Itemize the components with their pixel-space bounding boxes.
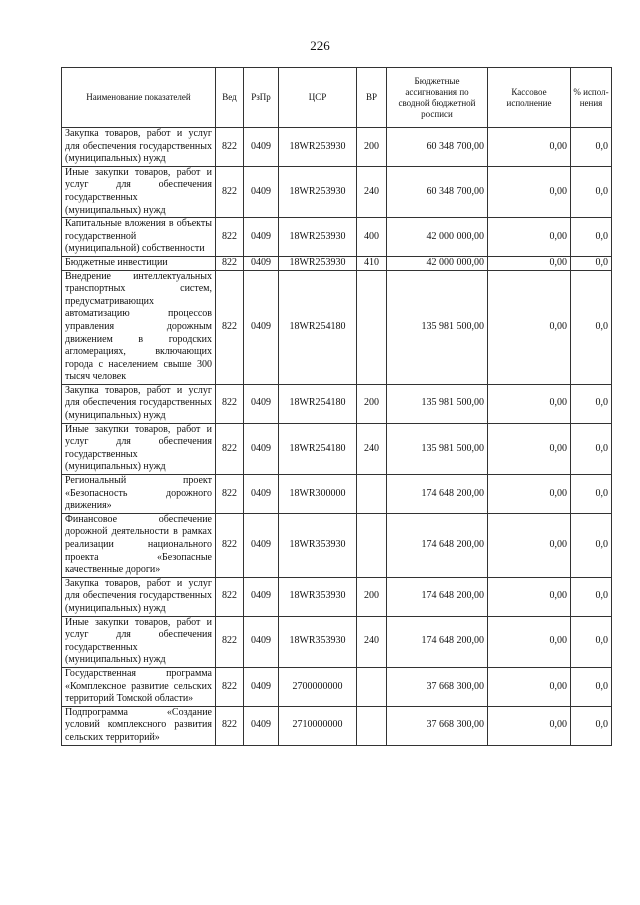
- table-row: [62, 423, 612, 474]
- cell-name: Внедрение интеллектуальных транспортных систем, предусматривающих автоматизацию процессов управления дорожным движением в городских агломерациях, включающих города с населением свыше 300 тысяч человек: [62, 270, 216, 384]
- table-row: [62, 166, 612, 217]
- cell-csr: 18WR253930: [279, 128, 357, 167]
- cell-name: Закупка товаров, работ и услуг для обеспечения государственных (муниципальных) нужд: [62, 384, 216, 423]
- header-budget: Бюджетные ассигнования по сводной бюджетной росписи: [387, 68, 488, 128]
- header-vr: ВР: [357, 68, 387, 128]
- cell-rzpr: 0409: [244, 513, 279, 577]
- cell-percent: 0,0: [571, 218, 612, 257]
- cell-cash: 0,00: [488, 166, 571, 217]
- cell-cash: 0,00: [488, 423, 571, 474]
- cell-rzpr: 0409: [244, 667, 279, 706]
- cell-vr: [357, 513, 387, 577]
- cell-vr: [357, 706, 387, 745]
- cell-rzpr: 0409: [244, 423, 279, 474]
- cell-ved: 822: [216, 706, 244, 745]
- cell-percent: 0,0: [571, 270, 612, 384]
- cell-cash: 0,00: [488, 513, 571, 577]
- table-row: [62, 128, 612, 167]
- cell-budget: 135 981 500,00: [387, 423, 488, 474]
- cell-ved: 822: [216, 166, 244, 217]
- cell-percent: 0,0: [571, 475, 612, 514]
- cell-ved: 822: [216, 423, 244, 474]
- cell-ved: 822: [216, 475, 244, 514]
- table-row: [62, 513, 612, 577]
- table-body: [62, 128, 612, 746]
- cell-cash: 0,00: [488, 384, 571, 423]
- budget-table: [61, 67, 612, 746]
- cell-vr: 200: [357, 577, 387, 616]
- cell-csr: 18WR353930: [279, 513, 357, 577]
- cell-vr: [357, 667, 387, 706]
- cell-budget: 135 981 500,00: [387, 270, 488, 384]
- cell-budget: 174 648 200,00: [387, 577, 488, 616]
- cell-vr: 200: [357, 128, 387, 167]
- cell-rzpr: 0409: [244, 384, 279, 423]
- cell-cash: 0,00: [488, 475, 571, 514]
- cell-vr: 240: [357, 423, 387, 474]
- cell-percent: 0,0: [571, 166, 612, 217]
- cell-cash: 0,00: [488, 256, 571, 270]
- cell-budget: 60 348 700,00: [387, 166, 488, 217]
- cell-vr: 240: [357, 616, 387, 667]
- cell-percent: 0,0: [571, 706, 612, 745]
- cell-csr: 2700000000: [279, 667, 357, 706]
- cell-ved: 822: [216, 616, 244, 667]
- cell-vr: 410: [357, 256, 387, 270]
- cell-vr: 400: [357, 218, 387, 257]
- cell-budget: 42 000 000,00: [387, 256, 488, 270]
- cell-ved: 822: [216, 128, 244, 167]
- cell-percent: 0,0: [571, 423, 612, 474]
- table-row: [62, 616, 612, 667]
- cell-name: Капитальные вложения в объекты государственной (муниципальной) собственности: [62, 218, 216, 257]
- cell-cash: 0,00: [488, 667, 571, 706]
- cell-budget: 37 668 300,00: [387, 667, 488, 706]
- table-row: [62, 706, 612, 745]
- cell-ved: 822: [216, 513, 244, 577]
- table-header-row: [62, 68, 612, 128]
- header-name: Наименование показателей: [62, 68, 216, 128]
- cell-name: Иные закупки товаров, работ и услуг для обеспечения государственных (муниципальных) нужд: [62, 423, 216, 474]
- cell-vr: [357, 475, 387, 514]
- cell-rzpr: 0409: [244, 270, 279, 384]
- cell-cash: 0,00: [488, 577, 571, 616]
- table-row: [62, 577, 612, 616]
- cell-csr: 18WR254180: [279, 423, 357, 474]
- cell-rzpr: 0409: [244, 706, 279, 745]
- header-ved: Вед: [216, 68, 244, 128]
- cell-vr: 200: [357, 384, 387, 423]
- cell-rzpr: 0409: [244, 256, 279, 270]
- cell-csr: 18WR253930: [279, 166, 357, 217]
- cell-budget: 37 668 300,00: [387, 706, 488, 745]
- cell-ved: 822: [216, 218, 244, 257]
- cell-budget: 174 648 200,00: [387, 475, 488, 514]
- cell-rzpr: 0409: [244, 166, 279, 217]
- cell-name: Иные закупки товаров, работ и услуг для обеспечения государственных (муниципальных) нужд: [62, 166, 216, 217]
- cell-name: Подпрограмма «Создание условий комплексного развития сельских территорий»: [62, 706, 216, 745]
- cell-percent: 0,0: [571, 128, 612, 167]
- cell-csr: 18WR253930: [279, 218, 357, 257]
- cell-csr: 2710000000: [279, 706, 357, 745]
- cell-name: Закупка товаров, работ и услуг для обеспечения государственных (муниципальных) нужд: [62, 577, 216, 616]
- table-row: [62, 475, 612, 514]
- table-row: [62, 256, 612, 270]
- table-row: [62, 270, 612, 384]
- cell-ved: 822: [216, 667, 244, 706]
- cell-name: Финансовое обеспечение дорожной деятельности в рамках реализации национального проекта «Безопасные качественные дороги»: [62, 513, 216, 577]
- cell-budget: 174 648 200,00: [387, 616, 488, 667]
- cell-ved: 822: [216, 256, 244, 270]
- cell-cash: 0,00: [488, 218, 571, 257]
- cell-ved: 822: [216, 384, 244, 423]
- cell-percent: 0,0: [571, 256, 612, 270]
- cell-budget: 174 648 200,00: [387, 513, 488, 577]
- cell-name: Иные закупки товаров, работ и услуг для обеспечения государственных (муниципальных) нужд: [62, 616, 216, 667]
- header-cash: Кассовое исполнение: [488, 68, 571, 128]
- cell-name: Государственная программа «Комплексное развитие сельских территорий Томской области»: [62, 667, 216, 706]
- cell-rzpr: 0409: [244, 475, 279, 514]
- cell-rzpr: 0409: [244, 616, 279, 667]
- cell-name: Бюджетные инвестиции: [62, 256, 216, 270]
- header-csr: ЦСР: [279, 68, 357, 128]
- cell-budget: 135 981 500,00: [387, 384, 488, 423]
- cell-ved: 822: [216, 270, 244, 384]
- cell-name: Региональный проект «Безопасность дорожного движения»: [62, 475, 216, 514]
- cell-rzpr: 0409: [244, 218, 279, 257]
- cell-csr: 18WR353930: [279, 616, 357, 667]
- cell-percent: 0,0: [571, 384, 612, 423]
- header-percent: % испол-нения: [571, 68, 612, 128]
- cell-name: Закупка товаров, работ и услуг для обеспечения государственных (муниципальных) нужд: [62, 128, 216, 167]
- cell-budget: 42 000 000,00: [387, 218, 488, 257]
- page-number: 226: [310, 38, 330, 53]
- cell-cash: 0,00: [488, 706, 571, 745]
- cell-percent: 0,0: [571, 667, 612, 706]
- cell-csr: 18WR353930: [279, 577, 357, 616]
- cell-percent: 0,0: [571, 513, 612, 577]
- cell-percent: 0,0: [571, 577, 612, 616]
- header-rzpr: РзПр: [244, 68, 279, 128]
- cell-csr: 18WR254180: [279, 384, 357, 423]
- table-row: [62, 667, 612, 706]
- cell-vr: 240: [357, 166, 387, 217]
- table-row: [62, 218, 612, 257]
- cell-cash: 0,00: [488, 270, 571, 384]
- cell-csr: 18WR254180: [279, 270, 357, 384]
- cell-percent: 0,0: [571, 616, 612, 667]
- cell-budget: 60 348 700,00: [387, 128, 488, 167]
- cell-vr: [357, 270, 387, 384]
- cell-rzpr: 0409: [244, 128, 279, 167]
- cell-rzpr: 0409: [244, 577, 279, 616]
- cell-csr: 18WR253930: [279, 256, 357, 270]
- cell-ved: 822: [216, 577, 244, 616]
- cell-csr: 18WR300000: [279, 475, 357, 514]
- table-row: [62, 384, 612, 423]
- cell-cash: 0,00: [488, 128, 571, 167]
- cell-cash: 0,00: [488, 616, 571, 667]
